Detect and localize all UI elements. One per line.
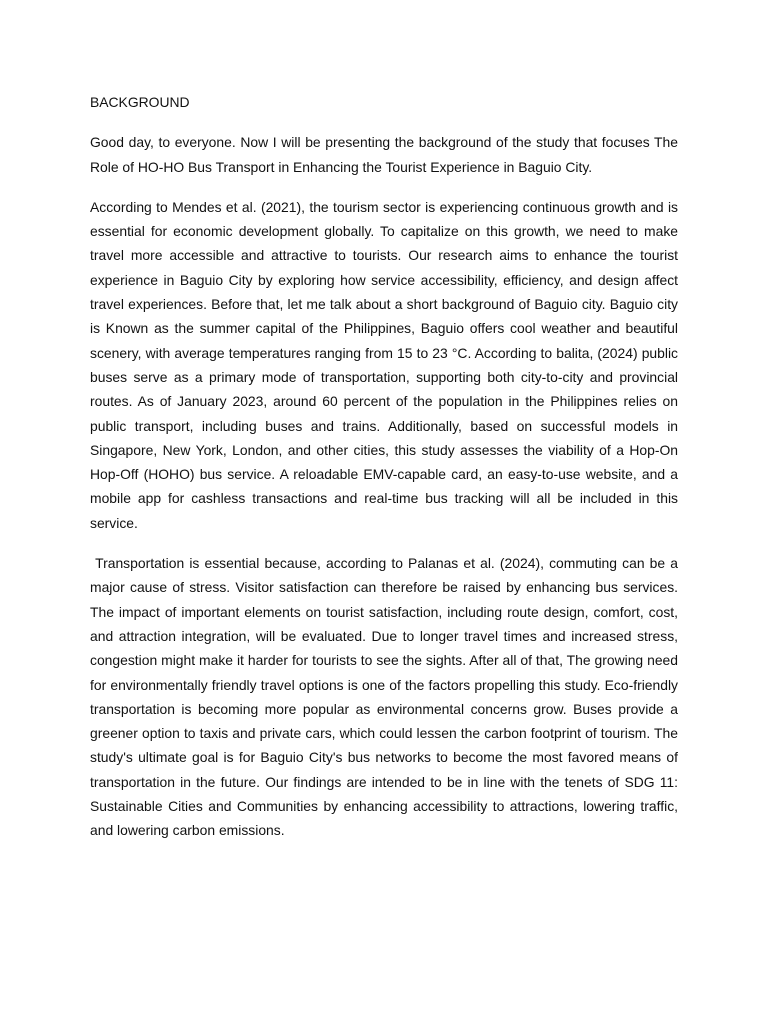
paragraph-tourism-background: According to Mendes et al. (2021), the tourism sector is experiencing continuous growth and is essential for economic development globally. To capitalize on this growth, we need to make travel more accessible and attractive to tourists. Our research aims to enhance the tourist experience in Baguio City by exploring how service accessibility, efficiency, and design affect travel experiences. Before that, let me talk about a short background of Baguio city. Baguio city is Known as the summer capital of the Philippines, Baguio offers cool weather and beautiful scenery, with average temperatures ranging from 15 to 23 °C. According to balita, (2024) public buses serve as a primary mode of transportation, supporting both city-to-city and provincial routes. As of January 2023, around 60 percent of the population in the Philippines relies on public transport, including buses and trains. Additionally, based on successful models in Singapore, New York, London, and other cities, this study assesses the viability of a Hop-On Hop-Off (HOHO) bus service. A reloadable EMV-capable card, an easy-to-use website, and a mobile app for cashless transactions and real-time bus tracking will all be included in this service. — [90, 198, 678, 531]
section-heading: BACKGROUND — [90, 94, 190, 110]
paragraph-transportation: Transportation is essential because, according to Palanas et al. (2024), commuting can be a major cause of stress. Visitor satisfaction can therefore be raised by enhancing bus services. The impact of important elements on tourist satisfaction, including route design, comfort, cost, and attraction integration, will be evaluated. Due to longer travel times and increased stress, congestion might make it harder for tourists to see the sights. After all of that, The growing need for environmentally friendly travel options is one of the factors propelling this study. Eco-friendly transportation is becoming more popular as environmental concerns grow. Buses provide a greener option to taxis and private cars, which could lessen the carbon footprint of tourism. The study's ultimate goal is for Baguio City's bus networks to become the most favored means of transportation in the future. Our findings are intended to be in line with the tenets of SDG 11: Sustainable Cities and Communities by enhancing accessibility to attractions, lowering traffic, and lowering carbon emissions. — [90, 555, 678, 839]
paragraph-intro: Good day, to everyone. Now I will be presenting the background of the study that focuses The Role of HO-HO Bus Transport in Enhancing the Tourist Experience in Baguio City. — [90, 134, 678, 175]
document-body — [90, 90, 678, 859]
